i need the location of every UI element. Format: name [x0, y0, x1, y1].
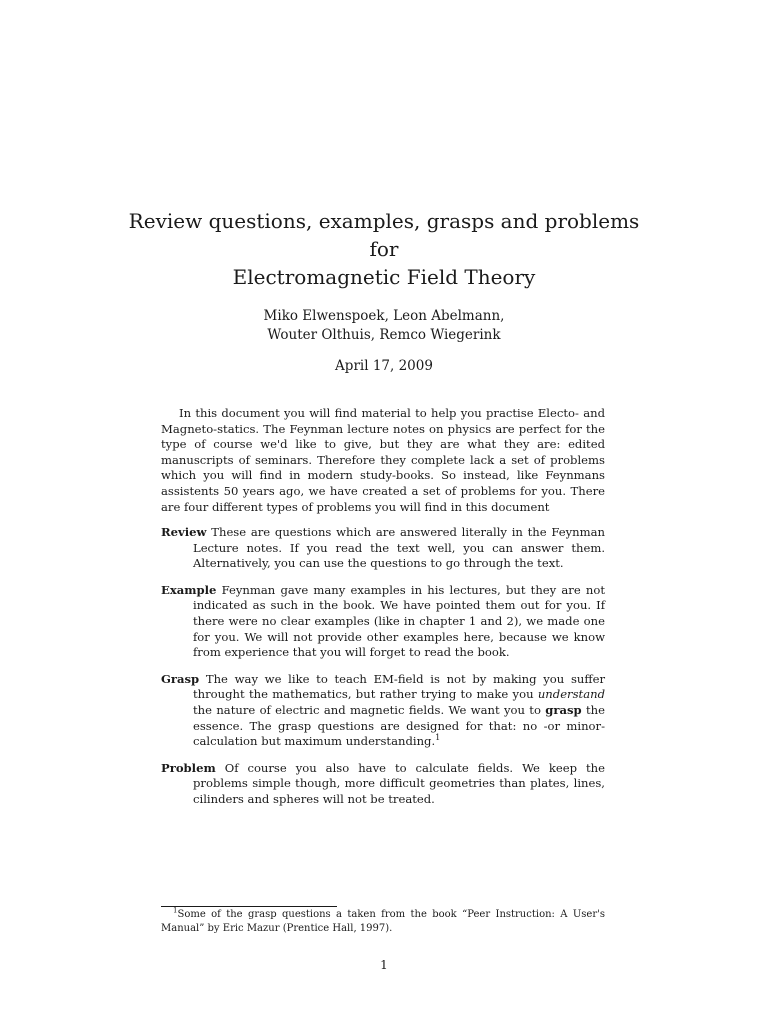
definition-term: Review: [161, 525, 207, 539]
footnote-divider: [161, 906, 337, 907]
emphasis-understand: understand: [537, 687, 606, 702]
definition-grasp: [161, 672, 605, 750]
author-list: [0, 307, 768, 345]
definition-list: [161, 525, 605, 819]
footnote-text: Some of the grasp questions a taken from the book “Peer Instruction: A User's Manual” by Eric Mazur (Prentice Hall, 1997).: [161, 909, 605, 934]
definition-problem: [161, 761, 605, 808]
definition-review: [161, 525, 605, 572]
definition-text: the nature of electric and magnetic fields. We want you to: [193, 702, 541, 717]
footnote-reference[interactable]: 1: [435, 732, 441, 743]
definition-example: [161, 583, 605, 661]
page-number: 1: [380, 958, 388, 972]
definition-text: Feynman gave many examples in his lectures, but they are not indicated as such in the book. We have pointed them out for you. If there were no clear examples (like in chapter 1 and 2), we made one for you. We will not provide other examples here, because we know from experience that you will forget to read the book.: [193, 582, 605, 660]
document-title: [0, 207, 768, 291]
authors-line-1: Miko Elwenspoek, Leon Abelmann,: [263, 308, 505, 324]
title-line-3: Electromagnetic Field Theory: [232, 265, 536, 289]
definition-text: the essence. The grasp questions are designed for that: no -or minor- calculation but maximum understanding.: [193, 702, 606, 749]
definition-text: Of course you also have to calculate fields. We keep the problems simple though, more difficult geometries than plates, lines, cilinders and spheres will not be treated.: [193, 760, 605, 806]
definition-term: Grasp: [161, 671, 200, 686]
definition-text: The way we like to teach EM-field is not by making you suffer throught the mathematics, but rather trying to make you: [193, 671, 605, 702]
title-line-1: Review questions, examples, grasps and problems: [128, 209, 640, 233]
footnote: [161, 908, 605, 936]
footnote-mark: 1: [173, 906, 178, 915]
emphasis-grasp: grasp: [545, 702, 582, 717]
definition-term: Example: [161, 582, 217, 597]
title-line-2: for: [369, 237, 399, 261]
definition-text: These are questions which are answered literally in the Feynman Lecture notes. If you read the text well, you can answer them. Alternatively, you can use the questions to go through the text.: [193, 525, 605, 571]
definition-term: Problem: [161, 760, 216, 775]
intro-paragraph: In this document you will find material to help you practise Electo- and Magneto-statics. The Feynman lecture notes on physics are perfect for the type of course we'd like to give, but they are what they are: edited manuscripts of seminars. Therefore they complete lack a set of problems which you will find in modern study-books. So instead, like Feynmans assistents 50 years ago, we have created a set of problems for you. There are four different types of problems you will find in this document: [161, 406, 605, 514]
authors-line-2: Wouter Olthuis, Remco Wiegerink: [267, 327, 501, 343]
document-date: April 17, 2009: [335, 358, 433, 374]
